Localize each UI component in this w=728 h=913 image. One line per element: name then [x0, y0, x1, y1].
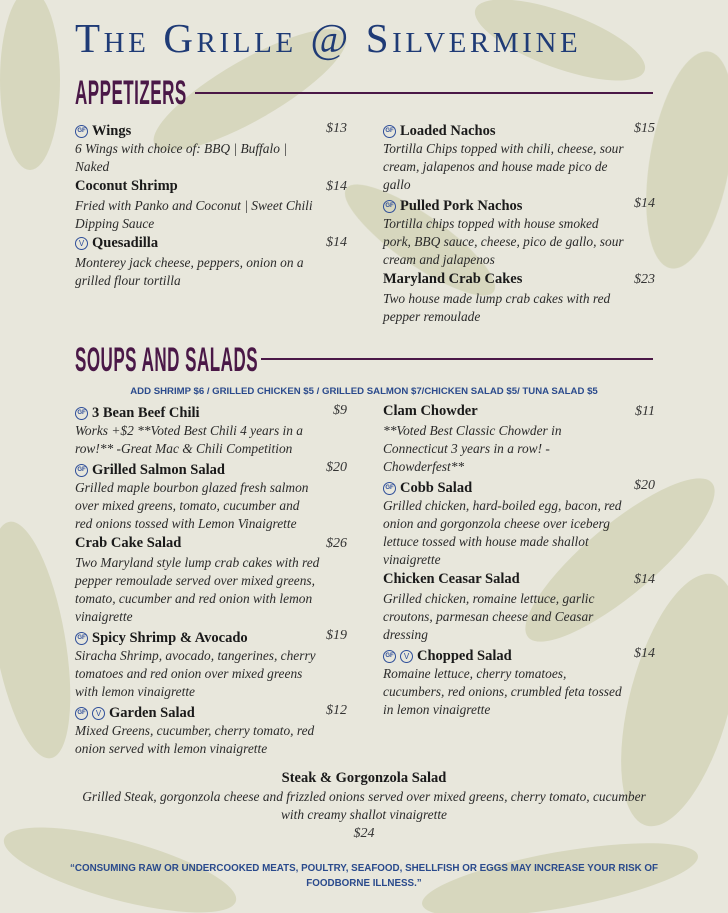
item-name-wrap	[75, 178, 178, 195]
item-name-wrap	[383, 271, 522, 288]
item-price: $11	[635, 404, 655, 419]
item-name-wrap	[75, 123, 131, 140]
item-name: Coconut Shrimp	[75, 178, 178, 194]
gluten-free-icon: GF	[75, 632, 88, 645]
section-divider	[195, 92, 653, 94]
item-name-wrap	[75, 235, 158, 252]
item-name-wrap	[75, 462, 225, 479]
vegetarian-icon: V	[400, 650, 413, 663]
item-description: **Voted Best Classic Chowder in Connecticut 3 years in a row! -Chowderfest**	[383, 423, 562, 474]
vegetarian-icon: V	[92, 707, 105, 720]
item-header	[75, 178, 347, 197]
item-name-wrap	[383, 571, 520, 588]
item-description: Monterey jack cheese, peppers, onion on a grilled flour tortilla	[75, 255, 304, 288]
item-description: Romaine lettuce, cherry tomatoes, cucumbers, red onions, crumbled feta tossed in lemon vinaigrette	[383, 666, 622, 717]
item-price: $14	[326, 179, 347, 194]
section-divider	[261, 358, 653, 360]
item-header	[75, 703, 347, 722]
item-name-wrap	[75, 535, 181, 552]
item-name: Maryland Crab Cakes	[383, 271, 523, 287]
menu-item	[75, 121, 347, 176]
item-name: Loaded Nachos	[400, 122, 496, 139]
item-description: 6 Wings with choice of: BBQ | Buffalo | Naked	[75, 141, 287, 174]
appetizers-right-column	[383, 121, 655, 328]
item-name: Chicken Ceasar Salad	[383, 571, 520, 587]
item-name-wrap	[75, 630, 248, 647]
item-header	[75, 235, 347, 254]
item-name: Steak & Gorgonzola Salad	[281, 770, 447, 786]
appetizers-left-column	[75, 121, 347, 292]
item-price: $14	[634, 196, 655, 211]
menu-item	[383, 196, 655, 269]
soups-right-column	[383, 403, 655, 721]
gluten-free-icon: GF	[383, 650, 396, 663]
item-name-wrap	[383, 198, 522, 215]
item-name: Clam Chowder	[383, 403, 478, 419]
gluten-free-icon: GF	[383, 125, 396, 138]
item-header	[383, 403, 655, 422]
menu-item	[383, 571, 655, 644]
item-name: Cobb Salad	[400, 479, 473, 496]
item-header	[383, 571, 655, 590]
item-header	[383, 121, 655, 140]
item-description: Tortilla chips topped with house smoked pork, BBQ sauce, cheese, pico de gallo, sour cream and jalapenos	[383, 216, 624, 267]
item-price: $15	[634, 121, 655, 136]
gluten-free-icon: GF	[383, 200, 396, 213]
menu-item	[75, 460, 347, 533]
item-header	[75, 403, 347, 422]
item-name-wrap	[383, 480, 472, 497]
item-header	[383, 478, 655, 497]
item-name-wrap	[75, 705, 195, 722]
menu-item	[383, 271, 655, 326]
item-description: Mixed Greens, cucumber, cherry tomato, red onion served with lemon vinaigrette	[75, 723, 315, 756]
item-name-wrap	[383, 403, 478, 420]
menu-item	[383, 403, 655, 476]
menu-item	[383, 121, 655, 194]
item-price: $20	[326, 460, 347, 475]
item-name-wrap	[383, 123, 495, 140]
item-name: Grilled Salmon Salad	[92, 461, 225, 478]
menu-item	[75, 178, 347, 233]
item-header	[383, 196, 655, 215]
add-ons-note: ADD SHRIMP $6 / GRILLED CHICKEN $5 / GRILLED SALMON $7/CHICKEN SALAD $5/ TUNA SALAD $5	[130, 386, 598, 397]
item-name: Chopped Salad	[417, 647, 512, 664]
menu-item	[75, 535, 347, 626]
menu-item	[383, 478, 655, 569]
item-name: Spicy Shrimp & Avocado	[92, 629, 248, 646]
item-price: $13	[326, 121, 347, 136]
item-name: Garden Salad	[109, 704, 195, 721]
item-name: 3 Bean Beef Chili	[92, 404, 200, 421]
item-price: $14	[634, 572, 655, 587]
restaurant-title: The Grille @ Silvermine	[75, 15, 582, 61]
item-description: Works +$2 **Voted Best Chili 4 years in a row!** -Great Mac & Chili Competition	[75, 423, 303, 456]
menu-item	[75, 703, 347, 758]
gluten-free-icon: GF	[75, 464, 88, 477]
item-name-wrap	[383, 648, 512, 665]
soups-left-column	[75, 403, 347, 760]
vegetarian-icon: V	[75, 237, 88, 250]
item-price: $20	[634, 478, 655, 493]
item-header	[383, 271, 655, 290]
item-price: $23	[634, 272, 655, 287]
menu-item	[75, 235, 347, 290]
gluten-free-icon: GF	[75, 707, 88, 720]
food-safety-warning: “CONSUMING RAW OR UNDERCOOKED MEATS, POULTRY, SEAFOOD, SHELLFISH OR EGGS MAY INCREASE YOUR RISK OF FOODBORNE ILLNESS.”	[69, 863, 659, 889]
section-heading-soups-salads: SOUPS AND SALADS	[75, 341, 259, 379]
item-description: Grilled Steak, gorgonzola cheese and frizzled onions served over mixed greens, cherry tomato, cucumber with creamy shallot vinaigrette	[82, 789, 646, 822]
item-description: Grilled chicken, hard-boiled egg, bacon, red onion and gorgonzola cheese over iceberg lettuce tossed with house made shallot vinaigrette	[383, 498, 622, 567]
item-price: $19	[326, 628, 347, 643]
item-name: Pulled Pork Nachos	[400, 197, 523, 214]
menu-item	[383, 646, 655, 719]
item-name: Wings	[92, 122, 132, 139]
item-price: $12	[326, 703, 347, 718]
item-description: Grilled maple bourbon glazed fresh salmon over mixed greens, tomato, cucumber and red onions tossed with Lemon Vinaigrette	[75, 480, 309, 531]
item-description: Two house made lump crab cakes with red pepper remoulade	[383, 291, 611, 324]
item-header	[75, 628, 347, 647]
gluten-free-icon: GF	[383, 482, 396, 495]
item-description: Tortilla Chips topped with chili, cheese, sour cream, jalapenos and house made pico de gallo	[383, 141, 624, 192]
item-description: Siracha Shrimp, avocado, tangerines, cherry tomatoes and red onion over mixed greens with lemon vinaigrette	[75, 648, 316, 699]
item-price: $24	[353, 826, 375, 841]
item-description: Two Maryland style lump crab cakes with red pepper remoulade served over mixed greens, tomato, cucumber and red onion with lemon vinaigrette	[75, 555, 320, 624]
item-name: Quesadilla	[92, 235, 159, 251]
gluten-free-icon: GF	[75, 125, 88, 138]
item-header	[75, 460, 347, 479]
gluten-free-icon: GF	[75, 407, 88, 420]
section-heading-appetizers: APPETIZERS	[75, 74, 187, 112]
item-description: Fried with Panko and Coconut | Sweet Chili Dipping Sauce	[75, 198, 313, 231]
item-header	[383, 646, 655, 665]
item-description: Grilled chicken, romaine lettuce, garlic croutons, parmesan cheese and Ceasar dressing	[383, 591, 595, 642]
item-header	[75, 121, 347, 140]
item-header	[75, 535, 347, 554]
item-price: $26	[326, 536, 347, 551]
item-name-wrap	[75, 405, 200, 422]
item-price: $9	[333, 403, 347, 418]
item-name: Crab Cake Salad	[75, 535, 182, 551]
item-price: $14	[634, 646, 655, 661]
menu-item	[75, 403, 347, 458]
featured-item	[60, 769, 668, 844]
item-price: $14	[326, 235, 347, 250]
menu-item	[75, 628, 347, 701]
